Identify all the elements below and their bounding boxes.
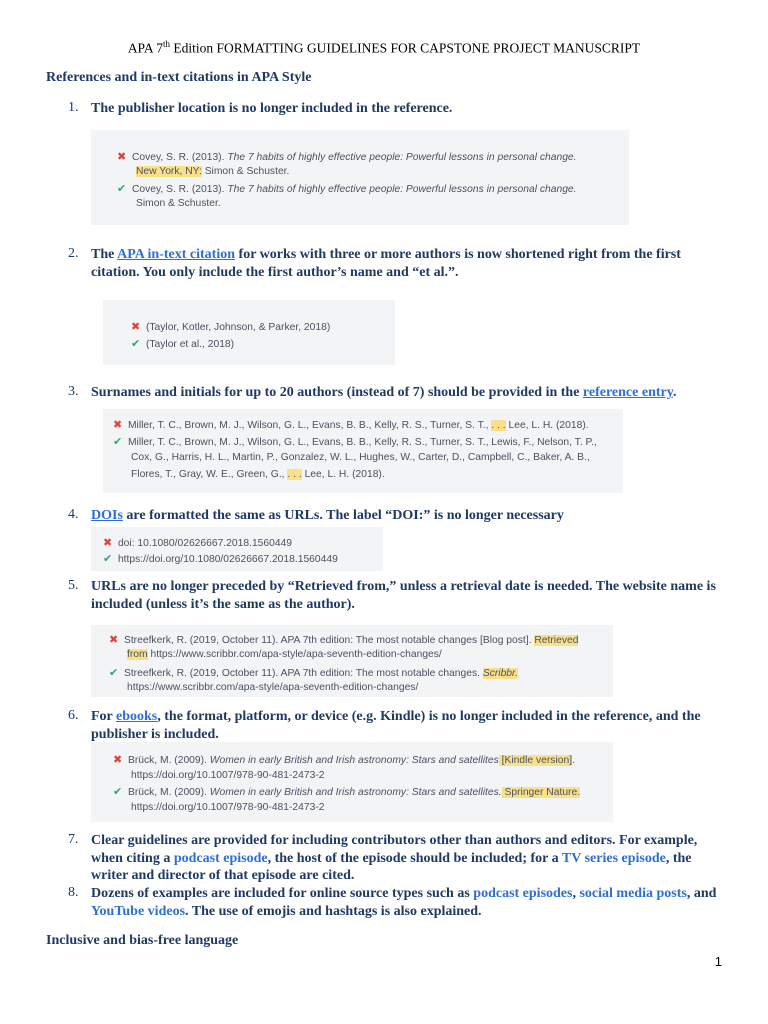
check-icon: ✔ [117,183,127,195]
item-5-text: URLs are no longer preceded by “Retrieved from,” unless a retrieval date is needed. The website name is included (unless it’s the same as the author). [91,579,716,612]
item-number: 6. [68,708,79,723]
example-box-1: ✖ Covey, S. R. (2013). The 7 habits of highly effective people: Powerful lessons in personal change. New York, NY: Simon & Schuster. ✔ Covey, S. R. (2013). The 7 habits of highly effective people: Powerful lessons in personal change. Simon & Schuster. [91,130,629,225]
example-box-2: ✖ (Taylor, Kotler, Johnson, & Parker, 2018) ✔ (Taylor et al., 2018) [103,300,395,365]
podcast-episodes-link[interactable]: podcast episodes [473,886,573,901]
example-box-5: ✖ Streefkerk, R. (2019, October 11). APA 7th edition: The most notable changes [Blog post]. Retrieved from https://www.scribbr.com/apa-style/apa-seventh-edition-changes/ ✔ Streefkerk, R. (2019, October 11). APA 7th edition: The most notable changes. Scribbr. https://www.scribbr.com/apa-style/apa-seventh-edition-changes/ [91,625,613,697]
check-icon: ✔ [113,436,123,448]
item-number: 4. [68,507,79,522]
item-number: 8. [68,885,79,900]
wrong-icon: ✖ [117,151,127,163]
wrong-icon: ✖ [113,419,123,431]
wrong-icon: ✖ [131,321,141,333]
item-2-text: The APA in-text citation for works with three or more authors is now shortened right from the first citation. You only include the first author’s name and “et al.”. [91,247,681,280]
item-7-text: Clear guidelines are provided for including contributors other than authors and editors. For example, when citing a podcast episode, the host of the episode should be included; for a TV series episode, the writer and director of that episode are cited. [91,833,698,883]
highlight: from [127,649,148,660]
item-number: 1. [68,100,79,115]
wrong-icon: ✖ [103,537,113,549]
podcast-episode-link[interactable]: podcast episode [173,850,268,866]
example-box-6: ✖ Brück, M. (2009). Women in early British and Irish astronomy: Stars and satellites [Kindle version]. https://doi.org/10.1007/978-90-481-2473-2 ✔ Brück, M. (2009). Women in early British and Irish astronomy: Stars and satellites. Springer Nature. https://doi.org/10.1007/978-90-481-2473-2 [91,742,613,822]
ebooks-link[interactable]: ebooks [116,709,158,724]
page-title: APA 7th Edition FORMATTING GUIDELINES FOR CAPSTONE PROJECT MANUSCRIPT [127,39,641,56]
item-4-text: DOIs are formatted the same as URLs. The label “DOI:” is no longer necessary [91,508,564,523]
highlight: Springer Nature. [501,787,581,798]
section-heading-references: References and in-text citations in APA Style [46,70,312,85]
wrong-icon: ✖ [109,634,119,646]
check-icon: ✔ [103,553,113,565]
dois-link[interactable]: DOIs [91,508,123,523]
reference-entry-link[interactable]: reference entry [582,385,673,400]
item-1-text: The publisher location is no longer included in the reference. [91,101,453,116]
highlight: New York, NY: [136,166,202,177]
item-number: 3. [68,384,79,399]
highlight: Retrieved [534,635,579,646]
item-3-text: Surnames and initials for up to 20 authors (instead of 7) should be provided in the reference entry. [91,385,677,400]
social-media-posts-link[interactable]: social media posts [579,886,687,901]
highlight: . . . [491,420,506,431]
item-number: 5. [68,578,79,593]
item-8-text: Dozens of examples are included for online source types such as podcast episodes, social media posts, and YouTube videos. The use of emojis and hashtags is also explained. [91,886,717,919]
highlight: [Kindle version] [498,755,573,766]
highlight: . . . [287,469,302,480]
item-number: 7. [68,832,79,847]
apa-in-text-citation-link[interactable]: APA in-text citation [117,247,236,262]
item-number: 2. [68,246,79,261]
section-heading-inclusive: Inclusive and bias-free language [46,933,239,948]
wrong-icon: ✖ [113,754,123,766]
item-6-text: For ebooks, the format, platform, or device (e.g. Kindle) is no longer included in the reference, and the publisher is included. [91,709,701,742]
page-number: 1 [714,954,722,969]
check-icon: ✔ [109,667,119,679]
check-icon: ✔ [113,786,123,798]
tv-series-episode-link[interactable]: TV series episode [561,850,666,866]
check-icon: ✔ [131,338,141,350]
youtube-videos-link[interactable]: YouTube videos [91,903,186,919]
example-box-3: ✖ Miller, T. C., Brown, M. J., Wilson, G. L., Evans, B. B., Kelly, R. S., Turner, S. T., . . . Lee, L. H. (2018). ✔ Miller, T. C., Brown, M. J., Wilson, G. L., Evans, B. B., Kelly, R. S., Turner, S. T., Lewis, F., Nelson, T. P., Cox, G., Harris, H. L., Martin, P., Gonzalez, W. L., Hughes, W., Carter, D., Campbell, C., Baker, A. B., Flores, T., Gray, W. E., Green, G., . . . Lee, L. H. (2018). [103,409,623,493]
highlight: Scribbr. [482,668,518,679]
example-box-4: ✖ doi: 10.1080/02626667.2018.1560449 ✔ https://doi.org/10.1080/02626667.2018.1560449 [91,527,383,571]
